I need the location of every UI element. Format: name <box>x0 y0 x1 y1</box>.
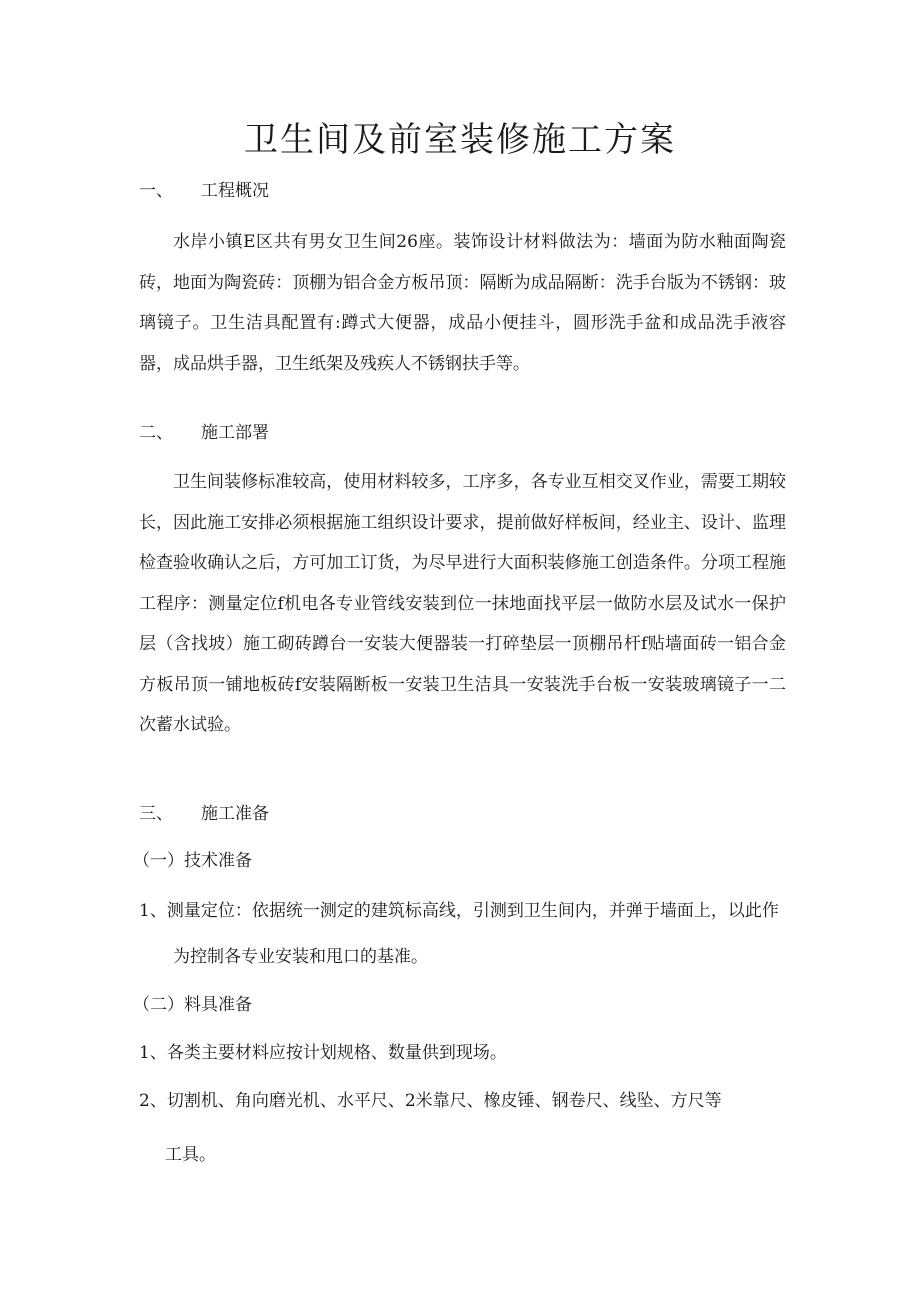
paragraph-overview: 水岸小镇E区共有男女卫生间26座。装饰设计材料做法为：墙面为防水釉面陶瓷砖，地面为陶瓷砖：顶棚为铝合金方板吊顶：隔断为成品隔断：洗手台版为不锈钢：玻璃镜子。卫生洁具配置有:蹲式大便器，成品小便挂斗，圆形洗手盆和成品洗手液容器，成品烘手器，卫生纸架及残疾人不锈钢扶手等。 <box>139 232 786 374</box>
section-heading-preparation <box>139 799 269 829</box>
section-heading-deployment <box>139 418 269 448</box>
section-number: 二、 <box>139 423 173 443</box>
subsection-technical: （一）技术准备 <box>133 851 252 871</box>
paragraph-deployment: 卫生间装修标准较高，使用材料较多，工序多，各专业互相交叉作业，需要工期较长，因此施工安排必须根据施工组织设计要求，提前做好样板间，经业主、设计、监理检查验收确认之后，方可加工订货，为尽早进行大面积装修施工创造条件。分项工程施工程序：测量定位f机电各专业管线安装到位一抹地面找平层一做防水层及试水一保护层（含找坡）施工砌砖蹲台一安装大便器装一打碎垫层一顶棚吊杆f贴墙面砖一铝合金方板吊顶一铺地板砖f安装隔断板一安装卫生洁具一安装洗手台板一安装玻璃镜子一二次蓄水试验。 <box>139 472 786 735</box>
section-title: 施工准备 <box>201 804 269 824</box>
document-title: 卫生间及前室装修施工方案 <box>244 120 676 160</box>
list-item-continuation: 为控制各专业安装和甩口的基准。 <box>173 947 428 967</box>
list-item-continuation: 工具。 <box>165 1145 216 1165</box>
list-item: 1、各类主要材料应按计划规格、数量供到现场。 <box>139 1043 507 1063</box>
subsection-materials: （二）料具准备 <box>133 995 252 1015</box>
section-title: 施工部署 <box>201 423 269 443</box>
list-item: 1、测量定位：依据统一测定的建筑标高线，引测到卫生间内，并弹于墙面上，以此作 <box>139 901 779 921</box>
section-title: 工程概况 <box>201 181 269 201</box>
section-number: 三、 <box>139 804 173 824</box>
list-item: 2、切割机、角向磨光机、水平尺、2米靠尺、橡皮锤、钢卷尺、线坠、方尺等 <box>139 1091 722 1111</box>
section-number: 一、 <box>139 181 173 201</box>
section-heading-overview <box>139 176 269 206</box>
